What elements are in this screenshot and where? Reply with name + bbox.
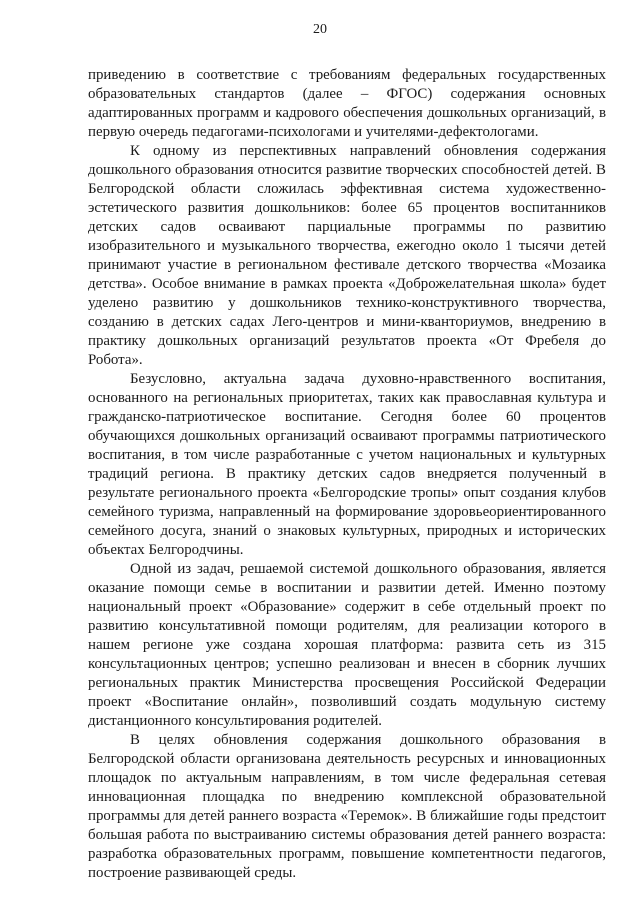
paragraph-4: Одной из задач, решаемой системой дошкольного образования, является оказание помощи семье в воспитании и развитии детей. Именно поэтому национальный проект «Образование» содержит в себе отдельный проект по развитию консультативной помощи родителям, для реализации которого в нашем регионе уже создана хорошая платформа: развита сеть из 315 консультационных центров; успешно реализован и внесен в сборник лучших региональных практик Министерства просвещения Российской Федерации проект «Воспитание онлайн», позволивший создать модульную систему дистанционного консультирования родителей. bbox=[88, 561, 606, 729]
paragraph-5: В целях обновления содержания дошкольного образования в Белгородской области организована деятельность ресурсных и инновационных площадок по актуальным направлениям, в том числе федеральная сетевая инновационная площадка по внедрению комплексной образовательной программы для детей раннего возраста «Теремок». В ближайшие годы предстоит большая работа по выстраиванию системы образования детей раннего возраста: разработка образовательных программ, повышение компетентности педагогов, построение развивающей среды. bbox=[88, 732, 606, 881]
document-body bbox=[88, 66, 606, 883]
paragraph-1: приведению в соответствие с требованиям федеральных государственных образовательных стандартов (далее – ФГОС) содержания основных адаптированных программ и кадрового обеспечения дошкольных организаций, в первую очередь педагогами-психологами и учителями-дефектологами. bbox=[88, 67, 606, 140]
paragraph-2: К одному из перспективных направлений обновления содержания дошкольного образования относится развитие творческих способностей детей. В Белгородской области сложилась эффективная система художественно-эстетического развития дошкольников: более 65 процентов воспитанников детских садов осваивают парциальные программы по развитию изобразительного и музыкального творчества, ежегодно около 1 тысячи детей принимают участие в региональном фестивале детского творчества «Мозаика детства». Особое внимание в рамках проекта «Доброжелательная школа» будет уделено развитию у дошкольников технико-конструктивного творчества, созданию в детских садах Лего-центров и мини-кванториумов, внедрению в практику дошкольных организаций результатов проекта «От Фребеля до Робота». bbox=[88, 143, 606, 368]
page-number: 20 bbox=[313, 22, 327, 37]
paragraph-3: Безусловно, актуальна задача духовно-нравственного воспитания, основанного на региональных приоритетах, таких как православная культура и гражданско-патриотическое воспитание. Сегодня более 60 процентов обучающихся дошкольных организаций осваивают программы патриотического воспитания, в том числе разработанные с учетом национальных и культурных традиций региона. В практику детских садов внедряется полученный в результате регионального проекта «Белгородские тропы» опыт создания клубов семейного туризма, направленный на формирование здоровьеориентированного семейного досуга, знаний о знаковых культурных, природных и исторических объектах Белгородчины. bbox=[88, 371, 606, 558]
